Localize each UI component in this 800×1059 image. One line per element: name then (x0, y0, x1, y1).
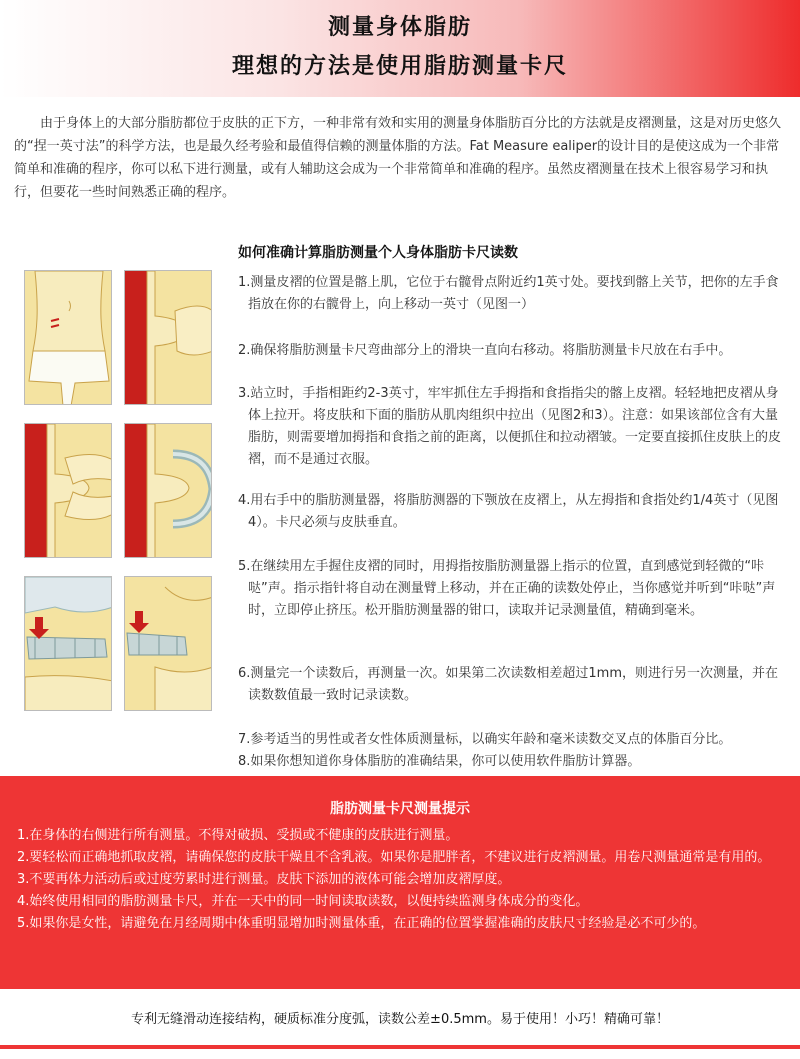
step-item: 1.测量皮褶的位置是髂上肌，它位于右髋骨点附近约1英寸处。要找到髂上关节，把你的左手食指放在你的右髋骨上，向上移动一英寸（见图一） (238, 275, 779, 312)
tips-panel (0, 776, 800, 989)
page-header (0, 0, 800, 97)
step-item: 8.如果你想知道你身体脂肪的准确结果，你可以使用软件脂肪计算器。 (238, 754, 641, 769)
step-item: 2.确保将脂肪测量卡尺弯曲部分上的滑块一直向右移动。将脂肪测量卡尺放在右手中。 (238, 343, 732, 358)
figure-5-caliper-press (24, 576, 112, 711)
figure-6-caliper-reading (124, 576, 212, 711)
illustration-grid (24, 270, 220, 712)
tip-item: 3.不要再体力活动后或过度劳累时进行测量。皮肤下添加的液体可能会增加皮褶厚度。 (17, 872, 511, 887)
howto-heading: 如何准确计算脂肪测量个人身体脂肪卡尺读数 (238, 245, 518, 261)
tip-item: 5.如果你是女性，请避免在月经周期中体重明显增加时测量体重，在正确的位置掌握准确的皮肤尺寸经验是必不可少的。 (17, 916, 706, 931)
figure-1-hip-location (24, 270, 112, 405)
step-item: 4.用右手中的脂肪测量器，将脂肪测器的下颚放在皮褶上，从左拇指和食指处约1/4英寸（见图4）。卡尺必须与皮肤垂直。 (238, 493, 779, 530)
tip-item: 2.要轻松而正确地抓取皮褶，请确保您的皮肤干燥且不含乳液。如果你是肥胖者，不建议进行皮褶测量。用卷尺测量通常是有用的。 (17, 850, 771, 865)
step-item: 7.参考适当的男性或者女性体质测量标，以确实年龄和毫米读数交叉点的体脂百分比。 (238, 732, 732, 747)
tip-item: 4.始终使用相同的脂肪测量卡尺，并在一天中的同一时间读取读数，以便持续监测身体成分的变化。 (17, 894, 589, 909)
figure-2-pinch-section (124, 270, 212, 405)
footer-divider (0, 1045, 800, 1049)
tip-item: 1.在身体的右侧进行所有测量。不得对破损、受损或不健康的皮肤进行测量。 (17, 828, 459, 843)
figure-4-caliper-section (124, 423, 212, 558)
figure-3-fingers-section (24, 423, 112, 558)
footer (0, 990, 800, 1059)
tips-list (17, 825, 787, 935)
tips-heading: 脂肪测量卡尺测量提示 (330, 801, 470, 817)
page-subtitle: 理想的方法是使用脂肪测量卡尺 (231, 54, 568, 79)
intro-paragraph: 由于身体上的大部分脂肪都位于皮肤的正下方，一种非常有效和实用的测量身体脂肪百分比的方法就是皮褶测量，这是对历史悠久的“捏一英寸法”的科学方法，也是最久经考验和最值得信赖的测量体脂的方法。Fat Measure ealiper的设计目的是使这成为一个非常简单和准确的程序，你可以私下进行测量，或有人辅助这会成为一个非常简单和准确的程序。虽然皮褶测量在技术上很容易学习和执行，但要花一些时间熟悉正确的程序。 (14, 116, 782, 200)
step-item: 6.测量完一个读数后，再测量一次。如果第二次读数相差超过1mm，则进行另一次测量，并在读数数值最一致时记录读数。 (238, 666, 779, 703)
footer-tagline: 专利无缝滑动连接结构，硬质标准分度弧，读数公差±0.5mm。易于使用！小巧！精确可靠！ (131, 1012, 669, 1027)
step-item: 3.站立时，手指相距约2-3英寸，牢牢抓住左手拇指和食指指尖的髂上皮褶。轻轻地把皮褶从身体上拉开。将皮肤和下面的脂肪从肌肉组织中拉出（见图2和3）。注意：如果该部位含有大量脂肪，则需要增加拇指和食指之前的距离，以便抓住和拉动褶皱。一定要直接抓住皮肤上的皮褶，而不是通过衣服。 (238, 386, 782, 467)
page-title: 测量身体脂肪 (327, 15, 472, 40)
step-item: 5.在继续用左手握住皮褶的同时，用拇指按脂肪测量器上指示的位置，直到感觉到轻微的“咔哒”声。指示指针将自动在测量臂上移动，并在正确的读数处停止，当你感觉并听到“咔哒”声时，立即停止挤压。松开脂肪测量器的钳口，读取并记录测量值，精确到毫米。 (238, 559, 776, 618)
